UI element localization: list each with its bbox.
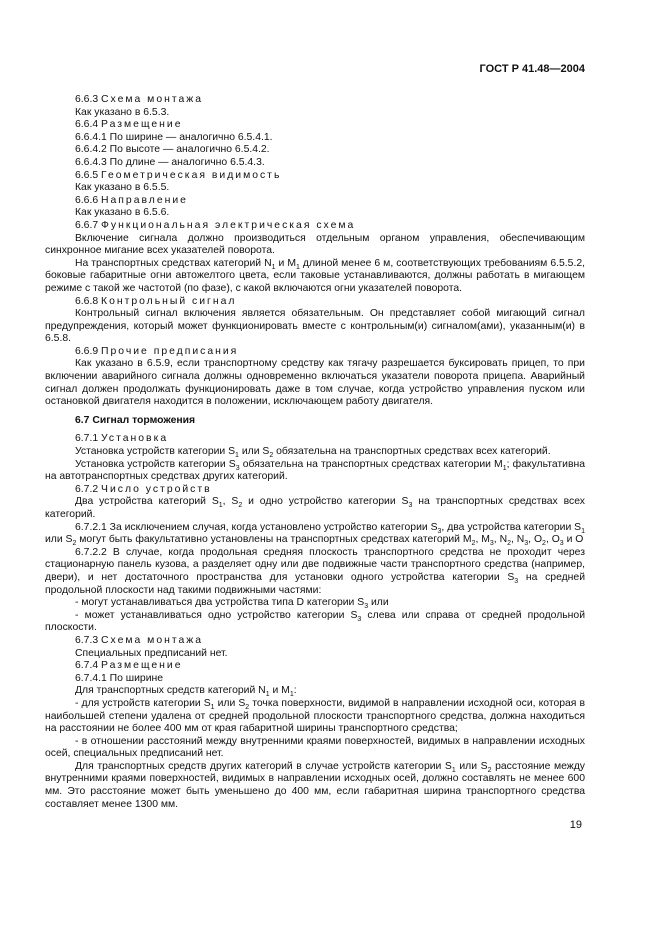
paragraph: Как указано в 6.5.9, если транспортному средству как тягачу разрешается буксировать прицеп, то при включении аварийного сигнала должны одновременно включаться указатели поворота прицепа. Аварийный сигнал должен продолжать функционировать даже в том случае, когда устройство управления пуском или остановкой двигателя находится в положении, исключающем работу двигателя. <box>45 358 585 408</box>
paragraph: 6.6.4.2 По высоте — аналогично 6.5.4.2. <box>75 144 270 156</box>
document-body <box>45 94 585 811</box>
subsection-heading: 6.7.4 Размещение <box>75 660 183 672</box>
paragraph: На транспортных средствах категорий $N_1$ и $M_1$ длиной менее 6 м, соответствующих требованиям 6.5.5.2, боковые габаритные огни автожелтого цвета, если таковые устанавливаются, должны работать в мигающем режиме с такой же частотой (по фазе), с какой включаются огни указателей поворота. <box>45 257 585 294</box>
paragraph: Для транспортных средств категорий $N_1$ и $M_1$: <box>75 685 297 699</box>
subsection-heading: 6.6.8 Контрольный сигнал <box>75 295 237 307</box>
paragraph: 6.7.4.1 По ширине <box>75 672 164 684</box>
paragraph: 6.7.2.2 В случае, когда продольная средняя плоскость транспортного средства не проходит через стационарную панель кузова, а разделяет одну или две подвижные части транспортного средства (например, двери), и нет достаточного пространства для установки одного устройства категории $S_3$ на средней продольной плоскости над такими подвижными частями: <box>45 546 586 596</box>
paragraph: Два устройства категорий $S_1$, $S_2$ и одно устройство категории $S_3$ на транспортных средствах всех категорий. <box>45 496 585 520</box>
paragraph: Как указано в 6.5.3. <box>75 106 170 118</box>
paragraph: 6.6.4.1 По ширине — аналогично 6.5.4.1. <box>75 131 273 143</box>
page-number: 19 <box>569 819 582 831</box>
section-heading: 6.7 Сигнал торможения <box>75 414 196 426</box>
list-item: - для устройств категории $S_1$ или $S_2$ точка поверхности, видимой в направлении исходной оси, которая в наибольшей степени удалена от средней продольной плоскости транспортного средства, должна находиться на расстоянии не более 400 мм от края габаритной ширины транспортного средства; <box>45 697 585 735</box>
paragraph: Как указано в 6.5.5. <box>75 182 170 194</box>
subsection-heading: 6.7.1 Установка <box>75 433 169 445</box>
paragraph: 6.7.2.1 За исключением случая, когда установлено устройство категории $S_3$, два устройства категории $S_1$ или $S_2$ могут быть факультативно установлены на транспортных средствах категорий $M_2$, $M_3$, $N_2$, $N_3$, $O_2$, $O_3$ и O <box>45 521 585 548</box>
list-item: - в отношении расстояний между внутренними краями поверхностей, видимых в направлении исходных осей, специальных предписаний нет. <box>45 735 585 760</box>
paragraph: Как указано в 6.5.6. <box>75 207 170 219</box>
paragraph: 6.6.4.3 По длине — аналогично 6.5.4.3. <box>75 156 265 168</box>
document-number-header: ГОСТ Р 41.48—2004 <box>479 63 585 75</box>
subsection-heading: 6.6.5 Геометрическая видимость <box>75 169 282 181</box>
subsection-heading: 6.6.7 Функциональная электрическая схема <box>75 219 356 231</box>
paragraph: Включение сигнала должно производиться отдельным органом управления, обеспечивающим синхронное мигание всех указателей поворота. <box>45 232 585 257</box>
list-item: - могут устанавливаться два устройства типа D категории $S_3$ или <box>75 597 389 611</box>
subsection-heading: 6.6.3 Схема монтажа <box>75 94 203 105</box>
paragraph: Специальных предписаний нет. <box>75 647 228 659</box>
subsection-heading: 6.6.4 Размещение <box>75 119 183 131</box>
paragraph: Установка устройств категории $S_3$ обязательна на транспортных средствах категории $M_1$; факультативна на автотранспортных средствах других категорий. <box>45 458 585 483</box>
subsection-heading: 6.7.2 Число устройств <box>75 483 212 495</box>
subsection-heading: 6.6.6 Направление <box>75 194 188 206</box>
subsection-heading: 6.6.9 Прочие предписания <box>75 345 239 357</box>
paragraph: Контрольный сигнал включения является обязательным. Он представляет собой мигающий сигнал предупреждения, который может функционировать вместе с контрольным(и) сигналом(ами), указанным(и) в 6.5.8. <box>45 308 585 345</box>
paragraph: Установка устройств категории $S_1$ или $S_2$ обязательна на транспортных средствах всех категорий. <box>75 446 551 460</box>
paragraph: Для транспортных средств других категорий в случае устройств категории $S_1$ или $S_2$ расстояние между внутренними краями поверхностей, видимых в направлении исходных осей, должно составлять не менее 600 мм. Это расстояние может быть уменьшено до 400 мм, если габаритная ширина транспортного средства составляет менее 1300 мм. <box>45 760 585 810</box>
list-item: - может устанавливаться одно устройство категории $S_3$ слева или справа от средней продольной плоскости. <box>45 609 585 634</box>
subsection-heading: 6.7.3 Схема монтажа <box>75 634 203 646</box>
